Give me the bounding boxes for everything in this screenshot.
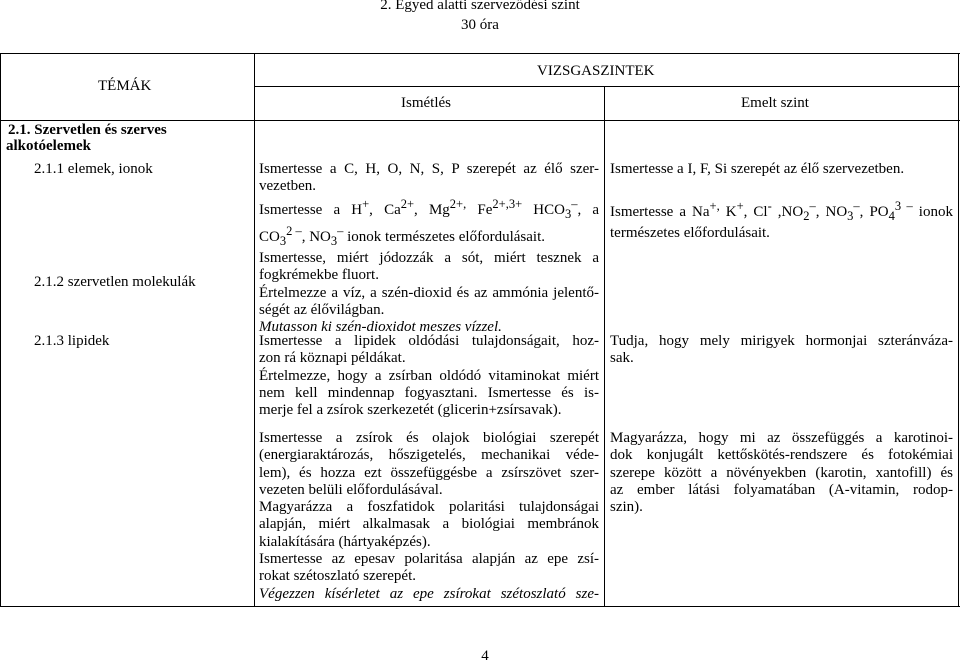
basic-line: alapján, miért alkalmasak a biológiai membránok — [259, 516, 599, 533]
header-basic-level: Ismétlés — [401, 95, 451, 111]
advanced-line: természetes előfordulásait. — [610, 225, 770, 242]
advanced-line: dok konjugált kettőskötés-rendszere és fotokémiai — [610, 447, 953, 464]
basic-ions-line-2: $CO_3^{2 -}$, $NO_3^-$ ionok természetes előfordulásait. — [259, 223, 545, 248]
basic-line: Mutasson ki szén-dioxidot meszes vízzel. — [259, 319, 502, 336]
advanced-block-ions — [610, 198, 953, 243]
basic-block-lipids — [259, 333, 599, 419]
advanced-ions-line: Ismertesse a Na+, K+, Cl- $,NO_2^-$, $NO_3^-$, $PO_4^{3 -}$ ionok — [610, 199, 953, 223]
advanced-block-carotenoids — [610, 430, 953, 516]
table-top-border — [0, 53, 960, 54]
table-left-border — [0, 53, 1, 607]
table-right-border — [958, 53, 959, 607]
chapter-title: 2. Egyed alatti szerveződési szint — [380, 0, 580, 13]
basic-ions-line: Ismertesse a H+, $Ca^{2+}$, $Mg^{2+,}$ $Fe^{2+,3+}$ $HCO_3^-$, a — [259, 196, 600, 221]
basic-block-elements — [259, 161, 599, 337]
header-topics: TÉMÁK — [98, 78, 152, 94]
table-col-divider-2 — [604, 86, 605, 607]
topic-elements-ions: 2.1.1 elemek, ionok — [34, 161, 153, 177]
basic-line: Ismertesse a C, H, O, N, S, P szerepét az élő szer- — [259, 161, 599, 177]
basic-line: Értelmezze a víz, a szén-dioxid és az ammónia jelentő- — [259, 284, 599, 301]
basic-line: Ismertesse a zsírok és olajok biológiai szerepét — [259, 430, 599, 446]
advanced-line: szin). — [610, 499, 643, 516]
advanced-line: szerepe között a növényekben (karotin, xantofill) és — [610, 464, 953, 481]
advanced-line: Tudja, hogy mely mirigyek hormonjai szteránváza- — [610, 333, 953, 349]
basic-line: fogkrémekbe fluort. — [259, 267, 379, 284]
advanced-line: az ember látási folyamatában (A-vitamin, rodop- — [610, 481, 953, 498]
basic-line: vezeten belüli előfordulásával. — [259, 481, 443, 498]
basic-line: kialakítására (hártyaképzés). — [259, 533, 431, 550]
basic-block-fats — [259, 430, 599, 603]
basic-line: Ismertesse a lipidek oldódási tulajdonságait, hoz- — [259, 333, 599, 349]
chapter-hours: 30 óra — [461, 17, 499, 33]
table-bottom-border — [0, 606, 960, 607]
basic-line: Végezzen kísérletet az epe zsírokat szétoszlató sze- — [259, 585, 599, 602]
header-advanced-level: Emelt szint — [741, 95, 809, 111]
topic-main-line-2: alkotóelemek — [6, 138, 91, 154]
basic-line: (energiaraktározás, hőszigetelés, mechanikai véde- — [259, 447, 599, 464]
table-col-divider-1 — [254, 53, 255, 607]
advanced-line: Magyarázza, hogy mi az összefüggés a karotinoi- — [610, 430, 953, 446]
basic-line: nem kell mindennap fogyasztani. Ismertesse és is- — [259, 384, 599, 401]
basic-line: Értelmezze, hogy a zsírban oldódó vitaminokat miért — [259, 367, 599, 384]
header-exam-levels: VIZSGASZINTEK — [537, 63, 655, 79]
topic-lipids: 2.1.3 lipidek — [34, 333, 110, 349]
basic-line: merje fel a zsírok szerkezetét (glicerin+zsírsavak). — [259, 402, 562, 419]
advanced-block-elements — [610, 161, 953, 178]
basic-line: rokat szétoszlató szerepét. — [259, 568, 417, 585]
table-header-bottom-border — [0, 120, 960, 121]
table-subheader-border — [254, 86, 960, 87]
advanced-line: Ismertesse a I, F, Si szerepét az élő szervezetben. — [610, 161, 905, 177]
topic-inorganic-molecules: 2.1.2 szervetlen molekulák — [34, 274, 196, 290]
basic-line: vezetben. — [259, 178, 317, 195]
basic-line: Magyarázza a foszfatidok polaritási tulajdonságai — [259, 499, 599, 516]
basic-line: Ismertesse az epesav polaritása alapján az epe zsí- — [259, 551, 599, 568]
basic-line: ségét az élővilágban. — [259, 302, 385, 319]
page-number: 4 — [481, 648, 489, 664]
advanced-block-hormones — [610, 333, 953, 368]
advanced-line: sak. — [610, 350, 634, 367]
topic-main-line-1: 2.1. Szervetlen és szerves — [8, 122, 167, 138]
basic-line: lem), és hozza ezt összefüggésbe a zsírszövet szer- — [259, 464, 599, 481]
basic-line: Ismertesse, miért jódozzák a sót, miért tesznek a — [259, 250, 599, 267]
basic-line: zon rá köznapi példákat. — [259, 350, 406, 367]
